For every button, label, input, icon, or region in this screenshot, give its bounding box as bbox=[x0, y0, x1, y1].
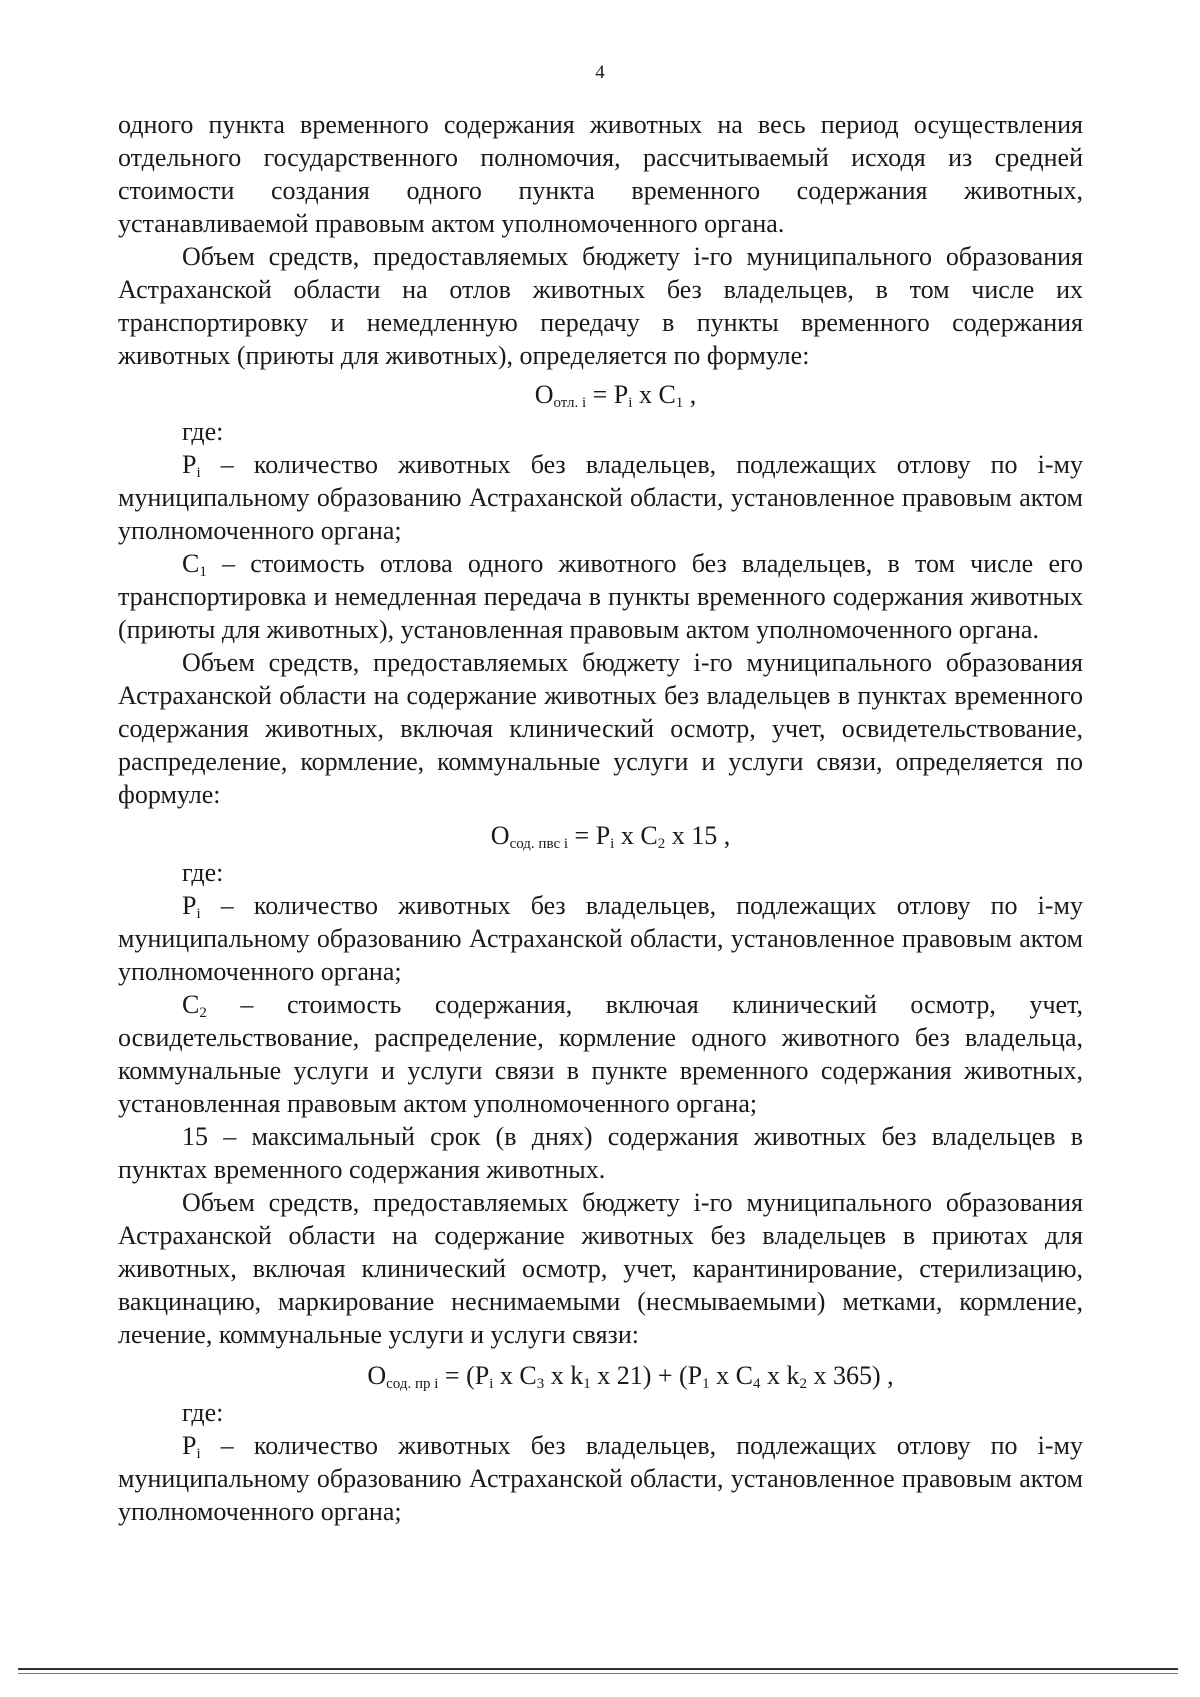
paragraph-3: Объем средств, предоставляемых бюджету i-го муниципального образования Астраханской области на содержание животных без владельцев в пунктах временного содержания животных, включая клинический осмотр, учет, освидетельствование, распределение, кормление, коммунальные услуги и услуги связи, определяется по формуле: bbox=[118, 648, 1083, 809]
definition-p: $P_i$ – количество животных без владельцев, подлежащих отлову по i-му муниципальному образованию Астраханской области, установленное правовым актом уполномоченного органа; bbox=[118, 1431, 1083, 1526]
formula-1: $О_{отл. i} = P_i$ x $C_1$ , bbox=[534, 380, 697, 411]
paragraph-2: Объем средств, предоставляемых бюджету i-го муниципального образования Астраханской области на отлов животных без владельцев, в том числе их транспортировку и немедленную передачу в пункты временного содержания животных (приюты для животных), определяется по формуле: bbox=[118, 242, 1083, 370]
definition-c2: $C_2$ – стоимость содержания, включая клинический осмотр, учет, освидетельствование, распределение, кормление одного животного без владельца, коммунальные услуги и услуги связи в пункте временного содержания животных, установленная правовым актом уполномоченного органа; bbox=[118, 990, 1083, 1118]
where-label: где: bbox=[182, 1398, 224, 1427]
definition-p: $P_i$ – количество животных без владельцев, подлежащих отлову по i-му муниципальному образованию Астраханской области, установленное правовым актом уполномоченного органа; bbox=[118, 891, 1083, 986]
definition-15: 15 – максимальный срок (в днях) содержания животных без владельцев в пунктах временного содержания животных. bbox=[118, 1122, 1083, 1184]
page-number: 4 bbox=[595, 62, 605, 83]
document-body bbox=[118, 108, 1083, 1528]
scan-edge-line bbox=[18, 1668, 1178, 1670]
definition-c1: $C_1$ – стоимость отлова одного животного без владельцев, в том числе его транспортировка и немедленная передача в пункты временного содержания животных (приюты для животных), установленная правовым актом уполномоченного органа. bbox=[118, 549, 1083, 644]
paragraph-4: Объем средств, предоставляемых бюджету i-го муниципального образования Астраханской области на содержание животных без владельцев в приютах для животных, включая клинический осмотр, учет, карантинирование, стерилизацию, вакцинацию, маркирование неснимаемыми (несмываемыми) метками, кормление, лечение, коммунальные услуги и услуги связи: bbox=[118, 1188, 1083, 1349]
formula-2: $О_{сод. пвс i} = P_i$ x $C_2$ x 15 , bbox=[490, 821, 731, 852]
paragraph-1: одного пункта временного содержания животных на весь период осуществления отдельного государственного полномочия, рассчитываемый исходя из средней стоимости создания одного пункта временного содержания животных, устанавливаемой правовым актом уполномоченного органа. bbox=[118, 110, 1083, 238]
formula-3: $О_{сод. пр i} = (P_i$ x $C_3$ x $k_1$ x $21) + (P_1$ x $C_4$ x $k_2$ x 365) , bbox=[367, 1361, 894, 1392]
where-label: где: bbox=[182, 858, 224, 887]
where-label: где: bbox=[182, 417, 224, 446]
scan-edge-line bbox=[18, 1673, 1178, 1674]
definition-p: $P_i$ – количество животных без владельцев, подлежащих отлову по i-му муниципальному образованию Астраханской области, установленное правовым актом уполномоченного органа; bbox=[118, 450, 1083, 545]
